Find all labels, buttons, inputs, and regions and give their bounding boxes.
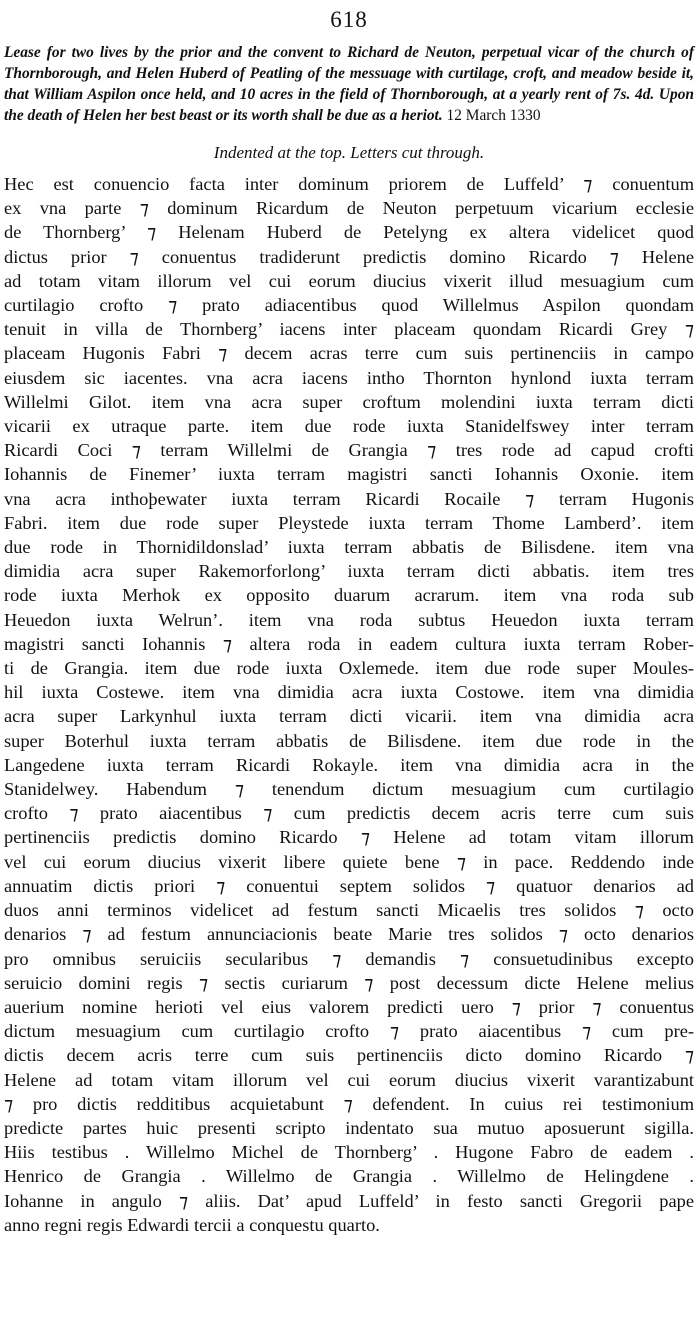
text-line: predicte partes huic presenti scripto indentato sua mutuo aposuerunt sigilla. [4, 1117, 694, 1138]
text-line: Helene ad totam vitam illorum vel cui eorum diucius vixerit varantizabunt [4, 1069, 694, 1090]
text-line: ad totam vitam illorum vel cui eorum diucius vixerit illud mesuagium cum [4, 270, 694, 291]
text-line: Langedene iuxta terram Ricardi Rokayle. item vna dimidia acra in the [4, 754, 694, 775]
text-line: dictus prior ⁊ conuentus tradiderunt predictis domino Ricardo ⁊ Helene [4, 246, 694, 267]
text-line: rode iuxta Merhok ex opposito duarum acrarum. item vna roda sub [4, 585, 694, 606]
text-line: ⁊ pro dictis redditibus acquietabunt ⁊ defendent. In cuius rei testimonium [4, 1093, 694, 1114]
text-line: ti de Grangia. item due rode iuxta Oxlemede. item due rode super Moules- [4, 658, 694, 679]
text-line: super Boterhul iuxta terram abbatis de Bilisdene. item due rode in the [4, 730, 694, 751]
text-line: dimidia acra super Rakemorforlong’ iuxta terram dicti abbatis. item tres [4, 561, 694, 582]
text-line: Ricardi Coci ⁊ terram Willelmi de Grangia ⁊ tres rode ad capud crofti [4, 440, 694, 461]
text-line: hil iuxta Costewe. item vna dimidia acra iuxta Costowe. item vna dimidia [4, 682, 694, 703]
summary-date: 12 March 1330 [446, 107, 541, 124]
text-line: Heuedon iuxta Welrun’. item vna roda subtus Heuedon iuxta terram [4, 609, 694, 630]
text-line: anno regni regis Edwardi tercii a conquestu quarto. [4, 1214, 380, 1235]
text-line: pro omnibus seruiciis secularibus ⁊ demandis ⁊ consuetudinibus excepto [4, 948, 694, 969]
text-line: tenuit in villa de Thornberg’ iacens inter placeam quondam Ricardi Grey ⁊ [4, 319, 694, 340]
text-line: annuatim dictis priori ⁊ conuentui septem solidos ⁊ quatuor denarios ad [4, 875, 694, 896]
text-line: due rode in Thornidildonslad’ iuxta terram abbatis de Bilisdene. item vna [4, 537, 694, 558]
text-line: eiusdem sic iacentes. vna acra iacens intho Thornton hynlond iuxta terram [4, 367, 694, 388]
text-line: Hec est conuencio facta inter dominum priorem de Luffeld’ ⁊ conuentum [4, 174, 694, 194]
document-page [4, 6, 694, 1237]
text-line: vicarii ex utraque parte. item due rode iuxta Stanidelfswey inter terram [4, 416, 694, 437]
text-line: Hiis testibus . Willelmo Michel de Thornberg’ . Hugone Fabro de eadem . [4, 1142, 694, 1163]
text-line: Stanidelwey. Habendum ⁊ tenendum dictum mesuagium cum curtilagio [4, 779, 694, 800]
text-line: Fabri. item due rode super Pleystede iuxta terram Thome Lamberd’. item [4, 512, 694, 533]
text-line: Henrico de Grangia . Willelmo de Grangia . Willelmo de Helingdene . [4, 1166, 694, 1187]
summary-paragraph [4, 42, 694, 126]
document-note: Indented at the top. Letters cut through. [213, 143, 485, 162]
text-line: pertinenciis predictis domino Ricardo ⁊ Helene ad totam vitam illorum [4, 827, 694, 848]
summary-text: Lease for two lives by the prior and the convent to Richard de Neuton, perpetual vicar of the church of Thornborough, and Helen Huberd of Peatling of the messuage with curtilage, croft, and meadow beside it, that William Aspilon once held, and 10 acres in the field of Thornborough, at a yearly rent of 7s. 4d. Upon the death of Helen her best beast or its worth shall be due as a heriot. [4, 44, 694, 124]
text-line: auerium nomine herioti vel eius valorem predicti uero ⁊ prior ⁊ conuentus [4, 996, 694, 1017]
page-number: 618 [330, 7, 368, 32]
text-line: ex vna parte ⁊ dominum Ricardum de Neuton perpetuum vicarium ecclesie [4, 198, 694, 219]
text-line: dictum mesuagium cum curtilagio crofto ⁊ prato aiacentibus ⁊ cum pre- [4, 1021, 694, 1042]
text-line: duos anni terminos videlicet ad festum sancti Micaelis tres solidos ⁊ octo [4, 900, 694, 921]
text-line: Iohannis de Finemer’ iuxta terram magistri sancti Iohannis Oxonie. item [4, 464, 694, 485]
text-line: denarios ⁊ ad festum annunciacionis beate Marie tres solidos ⁊ octo denarios [4, 924, 694, 945]
text-line: vna acra inthoþewater iuxta terram Ricardi Rocaile ⁊ terram Hugonis [4, 488, 694, 509]
text-line: Iohanne in angulo ⁊ aliis. Dat’ apud Luffeld’ in festo sancti Gregorii pape [4, 1190, 694, 1211]
text-line: crofto ⁊ prato aiacentibus ⁊ cum predictis decem acris terre cum suis [4, 803, 694, 824]
text-line: seruicio domini regis ⁊ sectis curiarum ⁊ post decessum dicte Helene melius [4, 972, 694, 993]
text-line: acra super Larkynhul iuxta terram dicti vicarii. item vna dimidia acra [4, 706, 694, 727]
text-line: Willelmi Gilot. item vna acra super croftum molendini iuxta terram dicti [4, 391, 694, 412]
text-line: dictis decem acris terre cum suis pertinenciis dicto domino Ricardo ⁊ [4, 1045, 694, 1066]
text-line: vel cui eorum diucius vixerit libere quiete bene ⁊ in pace. Reddendo inde [4, 851, 694, 872]
text-line: placeam Hugonis Fabri ⁊ decem acras terre cum suis pertinenciis in campo [4, 343, 694, 364]
text-line: curtilagio crofto ⁊ prato adiacentibus quod Willelmus Aspilon quondam [4, 295, 694, 316]
text-line: magistri sancti Iohannis ⁊ altera roda in eadem cultura iuxta terram Rober- [4, 633, 694, 654]
text-line: de Thornberg’ ⁊ Helenam Huberd de Petelyng ex altera videlicet quod [4, 222, 694, 243]
charter-text [4, 172, 694, 1237]
